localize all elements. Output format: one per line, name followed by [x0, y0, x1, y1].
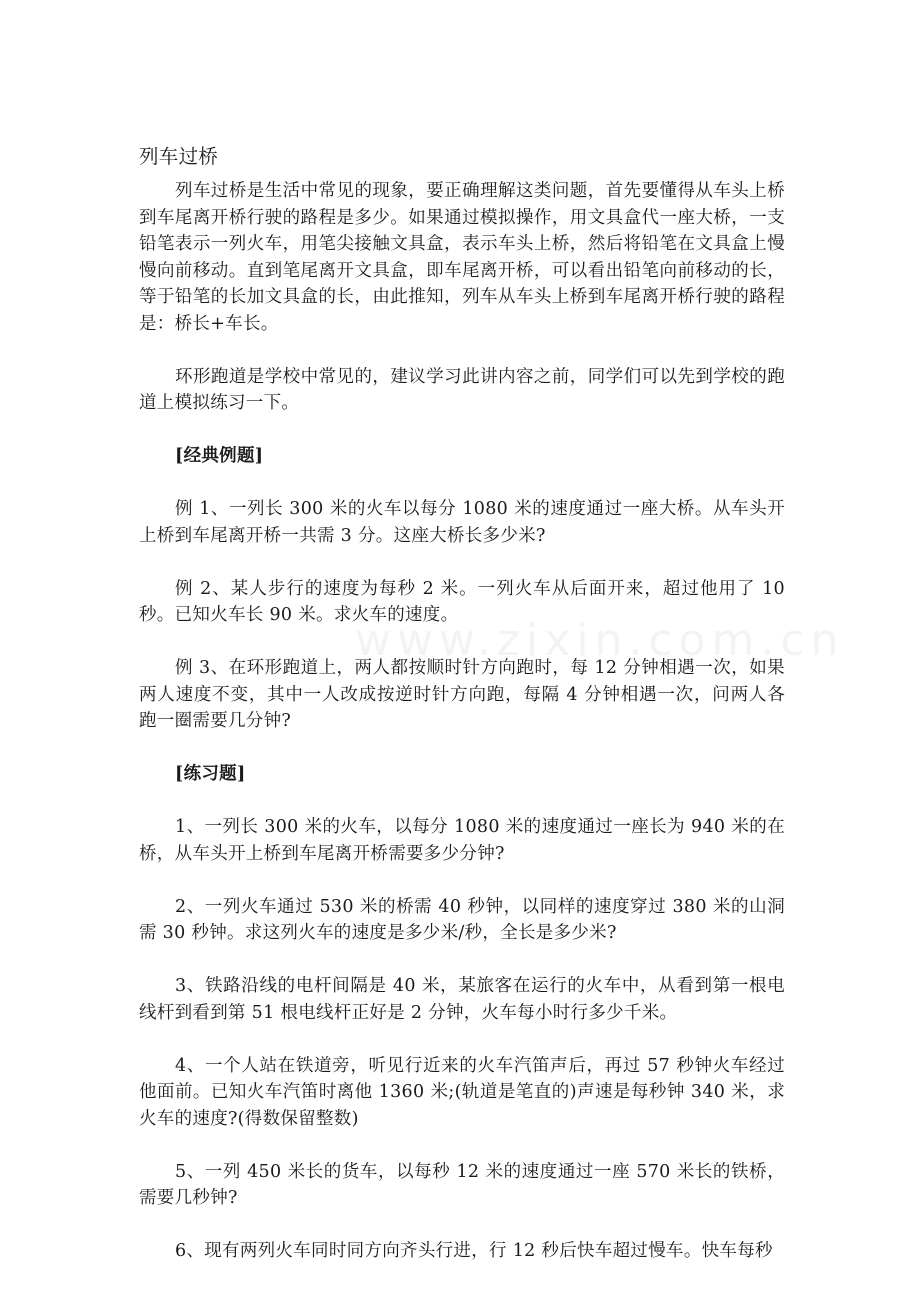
document-title: 列车过桥: [139, 145, 219, 168]
document-page: [139, 143, 785, 1291]
exercise-2: 2、一列火车通过 530 米的桥需 40 秒钟，以同样的速度穿过 380 米的山洞需 30 秒钟。求这列火车的速度是多少米/秒，全长是多少米?: [139, 896, 785, 943]
example-2: 例 2、某人步行的速度为每秒 2 米。一列火车从后面开来，超过他用了 10 秒。已知火车长 90 米。求火车的速度。: [139, 578, 785, 625]
examples-heading: [经典例题]: [175, 446, 264, 466]
exercise-3: 3、铁路沿线的电杆间隔是 40 米，某旅客在运行的火车中，从看到第一根电线杆到看到第 51 根电线杆正好是 2 分钟，火车每小时行多少千米。: [139, 976, 785, 1023]
watermark: www.zixin.com.cn: [355, 615, 845, 666]
exercises-heading: [练习题]: [175, 764, 246, 784]
exercise-5: 5、一列 450 米长的货车，以每秒 12 米的速度通过一座 570 米长的铁桥，需要几秒钟?: [139, 1161, 785, 1208]
example-3: 例 3、在环形跑道上，两人都按顺时针方向跑时，每 12 分钟相遇一次，如果两人速度不变，其中一人改成按逆时针方向跑，每隔 4 分钟相遇一次，问两人各跑一圈需要几分钟?: [139, 658, 785, 731]
intro-paragraph-2: 环形跑道是学校中常见的，建议学习此讲内容之前，同学们可以先到学校的跑道上模拟练习一下。: [139, 366, 785, 413]
exercise-6: 6、现有两列火车同时同方向齐头行进，行 12 秒后快车超过慢车。快车每秒: [175, 1241, 773, 1261]
exercise-1: 1、一列长 300 米的火车，以每分 1080 米的速度通过一座长为 940 米的在桥，从车头开上桥到车尾离开桥需要多少分钟?: [139, 817, 785, 864]
example-1: 例 1、一列长 300 米的火车以每分 1080 米的速度通过一座大桥。从车头开上桥到车尾离开桥一共需 3 分。这座大桥长多少米?: [139, 499, 785, 546]
intro-paragraph-1: 列车过桥是生活中常见的现象，要正确理解这类问题，首先要懂得从车头上桥到车尾离开桥行驶的路程是多少。如果通过模拟操作，用文具盒代一座大桥，一支铅笔表示一列火车，用笔尖接触文具盒，表示车头上桥，然后将铅笔在文具盒上慢慢向前移动。直到笔尾离开文具盒，即车尾离开桥，可以看出铅笔向前移动的长，等于铅笔的长加文具盒的长，由此推知，列车从车头上桥到车尾离开桥行驶的路程是：桥长+车长。: [139, 181, 785, 334]
exercise-4: 4、一个人站在铁道旁，听见行近来的火车汽笛声后，再过 57 秒钟火车经过他面前。已知火车汽笛时离他 1360 米;(轨道是笔直的)声速是每秒钟 340 米，求火车的速度?(得数保留整数): [139, 1055, 785, 1129]
